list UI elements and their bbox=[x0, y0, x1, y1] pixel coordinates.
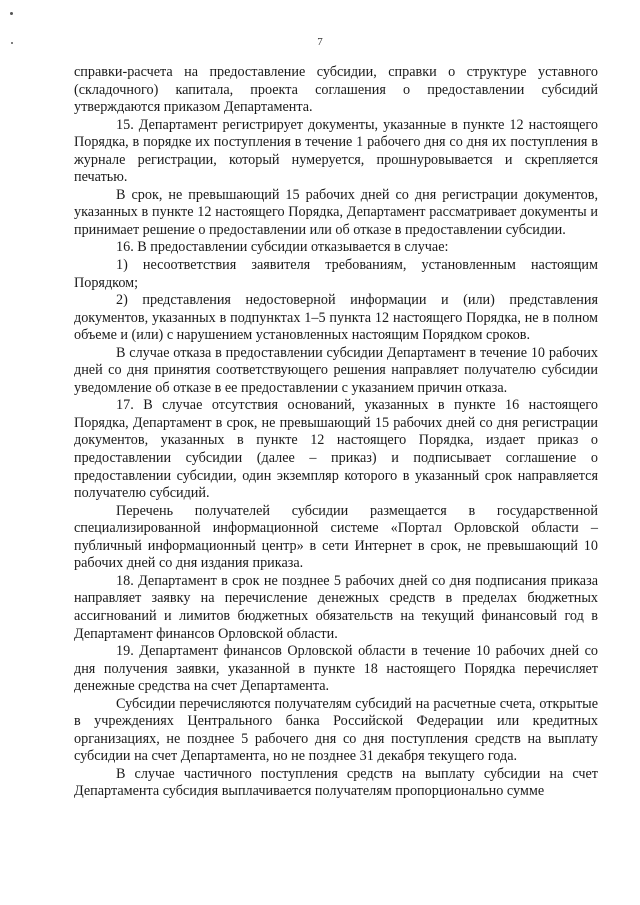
paragraph: Субсидии перечисляются получателям субсидий на расчетные счета, открытые в учреждениях Центрального банка Российской Федерации или кредитных организациях, не позднее 5 рабочего дня со дня поступления средств на выплату субсидии на счет Департамента, но не позднее 31 декабря текущего года. bbox=[74, 695, 598, 765]
paragraph: 19. Департамент финансов Орловской области в течение 10 рабочих дней со дня получения заявки, указанной в пункте 18 настоящего Порядка перечисляет денежные средства на счет Департамента. bbox=[74, 643, 598, 695]
paragraph: 15. Департамент регистрирует документы, указанные в пункте 12 настоящего Порядка, в порядке их поступления в течение 1 рабочего дня со дня их поступления в журнале регистрации, который нумеруется, прошнуровывается и скрепляется печатью. bbox=[74, 116, 598, 186]
paragraph: 18. Департамент в срок не позднее 5 рабочих дней со дня подписания приказа направляет заявку на перечисление денежных средств в пределах бюджетных ассигнований и лимитов бюджетных обязательств на текущий финансовый год в Департамент финансов Орловской области. bbox=[74, 572, 598, 642]
paragraph: В срок, не превышающий 15 рабочих дней со дня регистрации документов, указанных в пункте 12 настоящего Порядка, Департамент рассматривает документы и принимает решение о предоставлении или об отказе в предоставлении субсидии. bbox=[74, 186, 598, 238]
paragraph: 16. В предоставлении субсидии отказывается в случае: bbox=[116, 239, 449, 256]
paragraph: В случае отказа в предоставлении субсидии Департамент в течение 10 рабочих дней со дня принятия соответствующего решения направляет получателю субсидии уведомление об отказе в ее предоставлении с указанием причин отказа. bbox=[74, 344, 598, 396]
paragraph: Перечень получателей субсидии размещается в государственной специализированной информационной системе «Портал Орловской области – публичный информационный центр» в сети Интернет в срок, не превышающий 10 рабочих дней со дня издания приказа. bbox=[74, 502, 598, 572]
paragraph: 2) представления недостоверной информации и (или) представления документов, указанных в подпунктах 1–5 пункта 12 настоящего Порядка, не в полном объеме и (или) с нарушением установленных настоящим Порядком сроков. bbox=[74, 292, 598, 344]
paragraph: 17. В случае отсутствия оснований, указанных в пункте 16 настоящего Порядка, Департамент в срок, не превышающий 15 рабочих дней со дня регистрации документов, указанных в пункте 12 настоящего Порядка, издает приказ о предоставлении субсидии (далее – приказ) и подписывает соглашение о предоставлении субсидии, один экземпляр которого в указанный срок направляется получателю субсидий. bbox=[74, 397, 598, 502]
paragraph: справки-расчета на предоставление субсидии, справки о структуре уставного (складочного) капитала, проекта соглашения о предоставлении субсидий утверждаются приказом Департамента. bbox=[74, 64, 598, 116]
paragraph: 1) несоответствия заявителя требованиям, установленным настоящим Порядком; bbox=[74, 257, 598, 291]
paragraph: В случае частичного поступления средств на выплату субсидии на счет Департамента субсидия выплачивается получателям пропорционально сумме bbox=[74, 765, 598, 800]
scan-speck bbox=[10, 12, 13, 15]
page-number: 7 bbox=[317, 36, 323, 48]
document-body bbox=[74, 64, 598, 801]
